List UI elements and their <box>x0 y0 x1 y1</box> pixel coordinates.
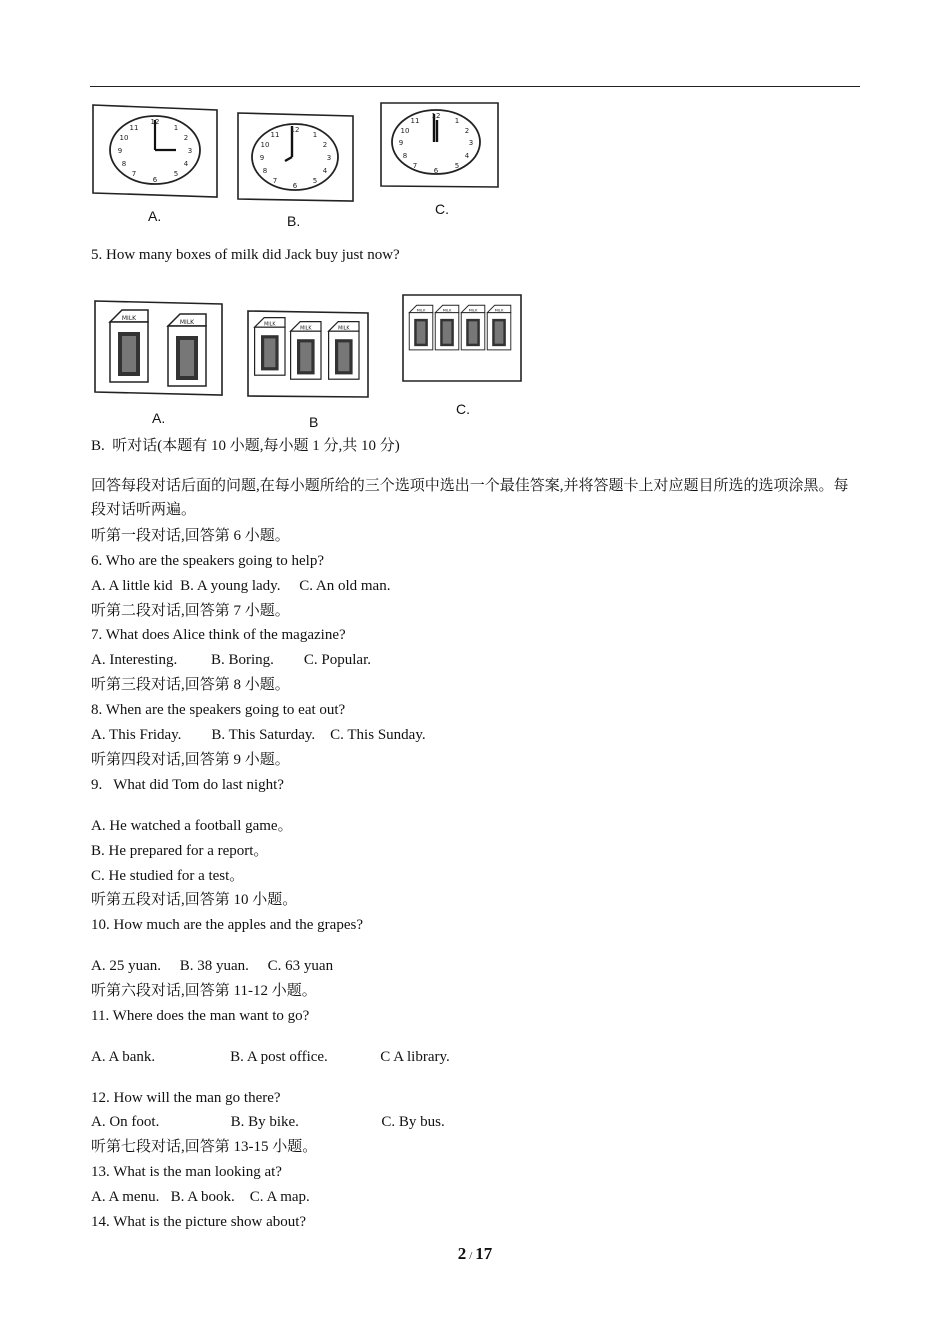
dialog-6-intro: 听第六段对话,回答第 11-12 小题。 <box>91 983 317 999</box>
svg-text:6: 6 <box>433 167 439 175</box>
svg-text:1: 1 <box>312 131 318 139</box>
svg-text:10: 10 <box>119 134 129 142</box>
dialog-7-intro: 听第七段对话,回答第 13-15 小题。 <box>91 1139 318 1155</box>
svg-text:1: 1 <box>173 124 179 132</box>
clock-picture-a <box>90 102 220 200</box>
svg-text:12: 12 <box>431 112 441 120</box>
dialog-5-intro: 听第五段对话,回答第 10 小题。 <box>91 892 298 908</box>
milk-label-b: B <box>309 414 319 430</box>
question-14: 14. What is the picture show about? <box>91 1214 307 1230</box>
clock-picture-b <box>235 110 357 204</box>
section-b-heading: B. 听对话(本题有 10 小题,每小题 1 分,共 10 分) <box>91 438 400 454</box>
svg-text:7: 7 <box>272 177 278 185</box>
svg-text:9: 9 <box>117 147 123 155</box>
question-9-option-c: C. He studied for a test。 <box>91 868 245 884</box>
dialog-4-intro: 听第四段对话,回答第 9 小题。 <box>91 752 290 768</box>
svg-text:7: 7 <box>131 170 137 178</box>
question-9: 9. What did Tom do last night? <box>91 777 284 793</box>
page-number <box>0 1244 950 1264</box>
milk-picture-b <box>245 308 371 400</box>
question-11: 11. Where does the man want to go? <box>91 1008 310 1024</box>
svg-text:11: 11 <box>129 124 139 132</box>
page-total: 17 <box>475 1244 493 1263</box>
svg-text:5: 5 <box>454 162 460 170</box>
svg-text:4: 4 <box>322 167 328 175</box>
svg-text:1: 1 <box>454 117 460 125</box>
svg-text:4: 4 <box>183 160 189 168</box>
question-6-options: A. A little kid B. A young lady. C. An old man. <box>91 578 391 594</box>
svg-text:12: 12 <box>150 118 160 126</box>
svg-text:2: 2 <box>464 127 470 135</box>
question-10: 10. How much are the apples and the grapes? <box>91 917 363 933</box>
question-7-options: A. Interesting. B. Boring. C. Popular. <box>91 652 371 668</box>
page-separator: / <box>469 1250 473 1262</box>
question-8-options: A. This Friday. B. This Saturday. C. This Sunday. <box>91 727 426 743</box>
svg-text:3: 3 <box>187 147 193 155</box>
milk-label-c: C. <box>456 401 470 417</box>
svg-text:3: 3 <box>326 154 332 162</box>
svg-text:5: 5 <box>312 177 318 185</box>
svg-text:3: 3 <box>468 139 474 147</box>
question-12: 12. How will the man go there? <box>91 1090 281 1106</box>
dialog-3-intro: 听第三段对话,回答第 8 小题。 <box>91 677 290 693</box>
question-6: 6. Who are the speakers going to help? <box>91 553 324 569</box>
header-rule <box>90 86 860 87</box>
clock-label-b: B. <box>287 213 301 229</box>
svg-text:8: 8 <box>402 152 408 160</box>
svg-text:10: 10 <box>400 127 410 135</box>
page-current: 2 <box>457 1244 467 1263</box>
clock-label-c: C. <box>435 201 449 217</box>
svg-text:9: 9 <box>398 139 404 147</box>
question-8: 8. When are the speakers going to eat out? <box>91 702 346 718</box>
question-9-option-b: B. He prepared for a report。 <box>91 843 269 859</box>
svg-text:8: 8 <box>262 167 268 175</box>
svg-text:7: 7 <box>412 162 418 170</box>
question-13-options: A. A menu. B. A book. C. A map. <box>91 1189 310 1205</box>
question-10-options: A. 25 yuan. B. 38 yuan. C. 63 yuan <box>91 958 334 974</box>
milk-picture-a: MILK <box>92 298 224 398</box>
svg-text:11: 11 <box>410 117 420 125</box>
svg-text:8: 8 <box>121 160 127 168</box>
question-9-option-a: A. He watched a football game。 <box>91 818 293 834</box>
svg-text:2: 2 <box>183 134 189 142</box>
milk-label-a: A. <box>152 410 166 426</box>
svg-text:10: 10 <box>260 141 270 149</box>
dialog-2-intro: 听第二段对话,回答第 7 小题。 <box>91 603 290 619</box>
question-12-options: A. On foot. B. By bike. C. By bus. <box>91 1114 445 1130</box>
question-13: 13. What is the man looking at? <box>91 1164 282 1180</box>
svg-text:6: 6 <box>152 176 158 184</box>
section-b-instructions: 回答每段对话后面的问题,在每小题所给的三个选项中选出一个最佳答案,并将答题卡上对应题目所选的选项涂黑。每段对话听两遍。 <box>91 478 849 518</box>
svg-text:11: 11 <box>270 131 280 139</box>
svg-text:12: 12 <box>290 126 300 134</box>
svg-text:4: 4 <box>464 152 470 160</box>
milk-picture-c <box>400 292 524 384</box>
question-11-options: A. A bank. B. A post office. C A library. <box>91 1049 450 1065</box>
svg-text:9: 9 <box>259 154 265 162</box>
dialog-1-intro: 听第一段对话,回答第 6 小题。 <box>91 528 290 544</box>
clock-picture-c <box>378 100 502 190</box>
question-7: 7. What does Alice think of the magazine? <box>91 627 346 643</box>
clock-label-a: A. <box>148 208 162 224</box>
question-5: 5. How many boxes of milk did Jack buy just now? <box>91 247 400 263</box>
svg-text:5: 5 <box>173 170 179 178</box>
svg-text:6: 6 <box>292 182 298 190</box>
svg-text:2: 2 <box>322 141 328 149</box>
